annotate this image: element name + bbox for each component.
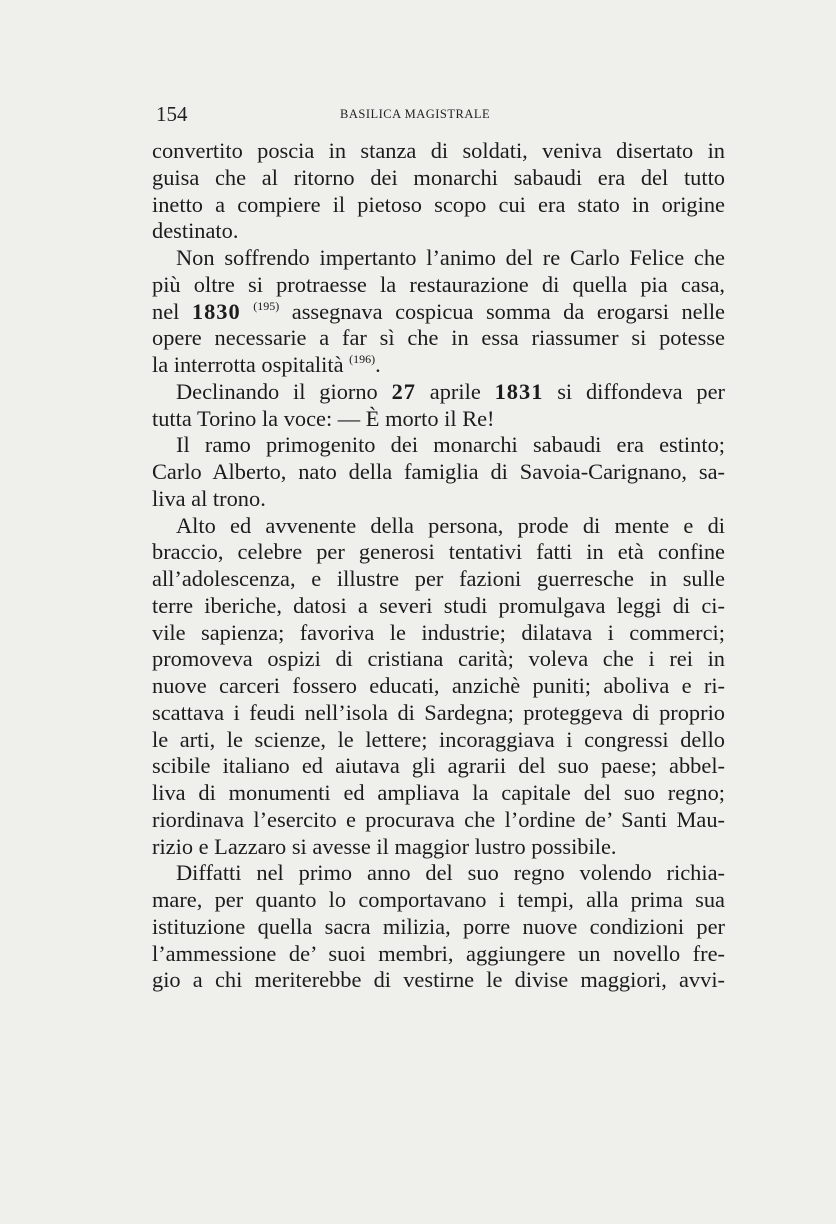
text-line: l’ammessione de’ suoi membri, aggiungere un novello fre- bbox=[152, 940, 725, 966]
text-fragment: assegnava cospicua somma da erogarsi nelle bbox=[291, 298, 725, 324]
text-line: liva al trono. bbox=[152, 485, 266, 511]
day-27: 27 bbox=[391, 378, 416, 404]
text-line: Il ramo primogenito dei monarchi sabaudi era estinto; bbox=[176, 432, 725, 458]
paragraph-1 bbox=[152, 138, 725, 245]
paragraph-2 bbox=[152, 245, 725, 379]
text-fragment: aprile bbox=[429, 378, 481, 404]
text-line: riordinava l’esercito e procurava che l’ordine de’ Santi Mau- bbox=[152, 806, 725, 832]
text-line: opere necessarie a far sì che in essa riassumer si potesse bbox=[152, 325, 725, 351]
text-line: terre iberiche, datosi a severi studi promulgava leggi di ci- bbox=[152, 592, 725, 618]
text-fragment: nel bbox=[152, 298, 180, 324]
text-line bbox=[152, 299, 725, 326]
year-1830: 1830 bbox=[191, 298, 241, 324]
text-line: all’adolescenza, e illustre per fazioni guerresche in sulle bbox=[152, 566, 725, 591]
text-line: mare, per quanto lo comportavano i tempi, alla prima sua bbox=[152, 887, 725, 912]
text-line: destinato. bbox=[152, 218, 239, 244]
running-head bbox=[156, 102, 726, 128]
body-text bbox=[152, 138, 725, 994]
text-line: braccio, celebre per generosi tentativi fatti in età confine bbox=[152, 539, 725, 565]
text-line: guisa che al ritorno dei monarchi sabaudi era del tutto bbox=[152, 164, 725, 190]
text-line: Alto ed avvenente della persona, prode di mente e di bbox=[176, 512, 725, 538]
text-line bbox=[152, 379, 725, 406]
text-line: inetto a compiere il pietoso scopo cui era stato in origine bbox=[152, 191, 725, 217]
year-1831: 1831 bbox=[494, 378, 544, 404]
text-fragment: Declinando il giorno bbox=[176, 378, 378, 404]
paragraph-5 bbox=[152, 513, 725, 861]
text-line bbox=[152, 352, 725, 379]
page-number: 154 bbox=[156, 102, 188, 126]
paragraph-6 bbox=[152, 860, 725, 994]
text-fragment: la interrotta ospitalità bbox=[152, 352, 344, 377]
text-line: promoveva ospizi di cristiana carità; voleva che i rei in bbox=[152, 646, 725, 672]
text-line: gio a chi meriterebbe di vestirne le divise maggiori, avvi- bbox=[152, 967, 725, 993]
paragraph-3 bbox=[152, 379, 725, 433]
text-line: tutta Torino la voce: — È morto il Re! bbox=[152, 405, 495, 431]
text-fragment: si diffondeva per bbox=[557, 378, 725, 404]
text-line: istituzione quella sacra milizia, porre nuove condizioni per bbox=[152, 913, 725, 939]
text-line: rizio e Lazzaro si avesse il maggior lustro possibile. bbox=[152, 833, 617, 859]
text-line: liva di monumenti ed ampliava la capitale del suo regno; bbox=[152, 780, 725, 805]
text-fragment: . bbox=[375, 352, 381, 377]
text-line: Diffatti nel primo anno del suo regno volendo richia- bbox=[176, 860, 725, 886]
text-line: scibile italiano ed aiutava gli agrarii del suo paese; abbel- bbox=[152, 753, 725, 779]
text-line: più oltre si protraesse la restaurazione di quella pia casa, bbox=[152, 271, 725, 297]
text-line: vile sapienza; favoriva le industrie; dilatava i commerci; bbox=[152, 619, 725, 645]
text-line: nuove carceri fossero educati, anzichè puniti; aboliva e ri- bbox=[152, 673, 725, 698]
footnote-ref-195: (195) bbox=[253, 298, 280, 313]
footnote-ref-196: (196) bbox=[349, 352, 376, 366]
text-line: Carlo Alberto, nato della famiglia di Savoia-Carignano, sa- bbox=[152, 459, 725, 484]
paragraph-4 bbox=[152, 432, 725, 512]
text-line: le arti, le scienze, le lettere; incoraggiava i congressi dello bbox=[152, 726, 725, 752]
text-line: convertito poscia in stanza di soldati, veniva disertato in bbox=[152, 138, 725, 163]
text-line: scattava i feudi nell’isola di Sardegna; proteggeva di proprio bbox=[152, 699, 725, 725]
text-line: Non soffrendo impertanto l’animo del re Carlo Felice che bbox=[176, 245, 725, 270]
running-title: BASILICA MAGISTRALE bbox=[340, 107, 491, 121]
